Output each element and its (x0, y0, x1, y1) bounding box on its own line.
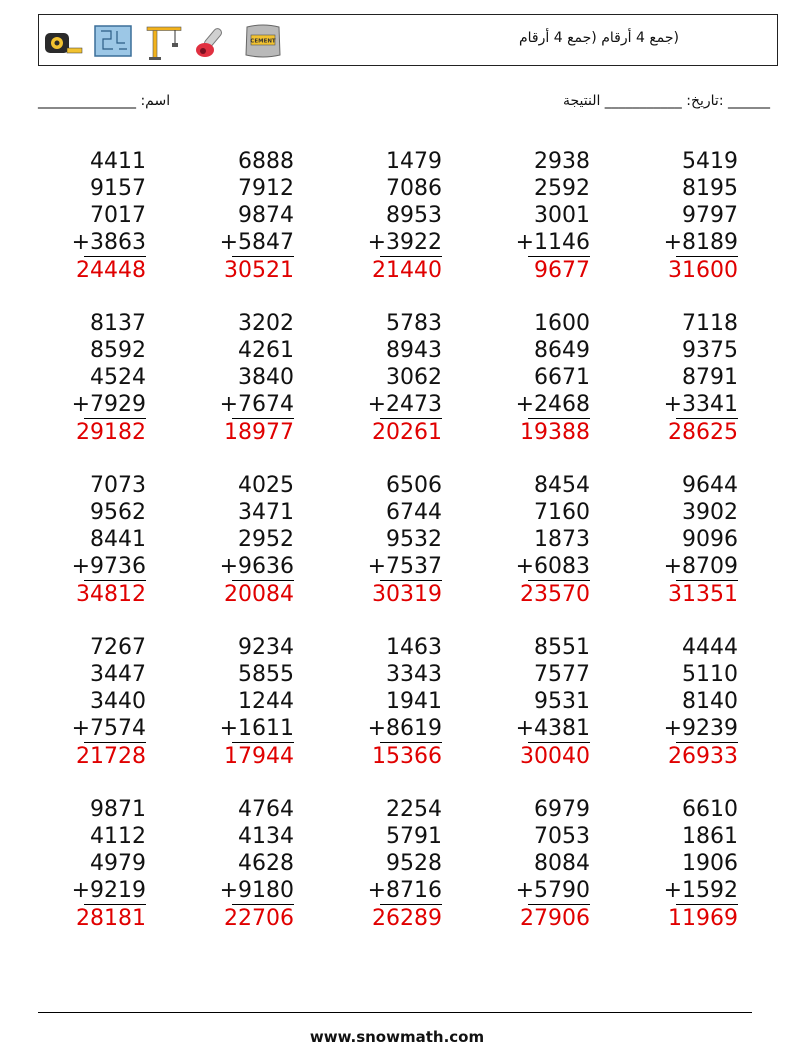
problem-4-4 (470, 634, 590, 770)
addend: 8454 (534, 473, 590, 498)
addend: 5110 (682, 662, 738, 687)
problem-1-1 (26, 148, 146, 284)
addend: 3902 (682, 500, 738, 525)
answer: 9677 (534, 258, 590, 283)
addend: 8195 (682, 176, 738, 201)
addend: 7118 (682, 311, 738, 336)
addend: 6744 (386, 500, 442, 525)
addend: 8649 (534, 338, 590, 363)
addend: 2938 (534, 149, 590, 174)
addend: 3440 (90, 689, 146, 714)
answer: 21440 (372, 258, 442, 283)
blueprint-icon (93, 21, 133, 61)
answer: 28625 (668, 420, 738, 445)
addend: 3343 (386, 662, 442, 687)
addend: 8592 (90, 338, 146, 363)
problem-5-2 (174, 796, 294, 932)
addend: 4112 (90, 824, 146, 849)
date-score-field: ______ :تاريخ: ___________ النتيجة (562, 93, 770, 109)
addend-with-plus: +8716 (367, 878, 442, 903)
addend: 9532 (386, 527, 442, 552)
addend-with-plus: +3341 (663, 392, 738, 417)
answer: 22706 (224, 906, 294, 931)
cement-bag-icon (243, 21, 283, 61)
addend-with-plus: +7929 (71, 392, 146, 417)
answer: 30319 (372, 582, 442, 607)
addend-with-plus: +5790 (515, 878, 590, 903)
problem-4-5 (618, 634, 738, 770)
addend-with-plus: +1146 (515, 230, 590, 255)
problem-1-3 (322, 148, 442, 284)
addend-with-plus: +9219 (71, 878, 146, 903)
addend-with-plus: +7537 (367, 554, 442, 579)
problem-3-1 (26, 472, 146, 608)
addend: 5783 (386, 311, 442, 336)
addend: 1479 (386, 149, 442, 174)
addend: 1941 (386, 689, 442, 714)
addend: 8137 (90, 311, 146, 336)
addend: 1873 (534, 527, 590, 552)
answer: 20084 (224, 582, 294, 607)
worksheet-title: (جمع 4 أرقام (جمع 4 أرقام (519, 30, 679, 46)
addend: 3062 (386, 365, 442, 390)
answer: 15366 (372, 744, 442, 769)
addend: 2592 (534, 176, 590, 201)
answer: 26289 (372, 906, 442, 931)
addend: 6506 (386, 473, 442, 498)
addend: 8140 (682, 689, 738, 714)
addend: 7086 (386, 176, 442, 201)
footer-divider (38, 1012, 752, 1013)
addend: 2254 (386, 797, 442, 822)
addend: 6610 (682, 797, 738, 822)
answer: 34812 (76, 582, 146, 607)
addend: 9871 (90, 797, 146, 822)
addend: 4524 (90, 365, 146, 390)
answer: 23570 (520, 582, 590, 607)
answer: 29182 (76, 420, 146, 445)
addend: 7053 (534, 824, 590, 849)
addend: 9096 (682, 527, 738, 552)
addend: 7017 (90, 203, 146, 228)
addend-with-plus: +9239 (663, 716, 738, 741)
addend: 9531 (534, 689, 590, 714)
answer: 26933 (668, 744, 738, 769)
crane-icon (143, 21, 183, 61)
answer: 19388 (520, 420, 590, 445)
addend: 6888 (238, 149, 294, 174)
addend: 1463 (386, 635, 442, 660)
answer: 17944 (224, 744, 294, 769)
addend: 7267 (90, 635, 146, 660)
problem-5-3 (322, 796, 442, 932)
addend: 8084 (534, 851, 590, 876)
addend-with-plus: +3922 (367, 230, 442, 255)
problem-2-2 (174, 310, 294, 446)
addend: 9562 (90, 500, 146, 525)
addend: 9797 (682, 203, 738, 228)
problem-2-1 (26, 310, 146, 446)
addend: 4979 (90, 851, 146, 876)
problem-4-3 (322, 634, 442, 770)
addend: 9234 (238, 635, 294, 660)
addend: 5855 (238, 662, 294, 687)
problem-5-4 (470, 796, 590, 932)
chainsaw-icon (193, 21, 233, 61)
addend: 8551 (534, 635, 590, 660)
answer: 21728 (76, 744, 146, 769)
problem-4-1 (26, 634, 146, 770)
icon-strip (43, 21, 283, 61)
problem-1-4 (470, 148, 590, 284)
addend: 9375 (682, 338, 738, 363)
addend: 1600 (534, 311, 590, 336)
answer: 11969 (668, 906, 738, 931)
addend: 2952 (238, 527, 294, 552)
addend: 7912 (238, 176, 294, 201)
addend-with-plus: +8189 (663, 230, 738, 255)
answer: 20261 (372, 420, 442, 445)
addend-with-plus: +5847 (219, 230, 294, 255)
footer-url: www.snowmath.com (309, 1028, 485, 1046)
addend-with-plus: +9636 (219, 554, 294, 579)
problem-1-2 (174, 148, 294, 284)
addend: 3447 (90, 662, 146, 687)
addend: 8791 (682, 365, 738, 390)
problem-5-1 (26, 796, 146, 932)
addend-with-plus: +2468 (515, 392, 590, 417)
answer: 31600 (668, 258, 738, 283)
addend: 5791 (386, 824, 442, 849)
addend: 9157 (90, 176, 146, 201)
answer: 18977 (224, 420, 294, 445)
addend: 7073 (90, 473, 146, 498)
answer: 30040 (520, 744, 590, 769)
header-box (38, 14, 778, 66)
addend: 7577 (534, 662, 590, 687)
addend: 4764 (238, 797, 294, 822)
addend: 3202 (238, 311, 294, 336)
problem-3-2 (174, 472, 294, 608)
problem-2-4 (470, 310, 590, 446)
answer: 28181 (76, 906, 146, 931)
addend-with-plus: +9736 (71, 554, 146, 579)
svg-text:CEMENT: CEMENT (250, 38, 276, 45)
addend-with-plus: +1592 (663, 878, 738, 903)
addend: 3001 (534, 203, 590, 228)
addend-with-plus: +1611 (219, 716, 294, 741)
name-field: اسم: ______________ (38, 93, 171, 109)
addend: 9528 (386, 851, 442, 876)
problem-2-3 (322, 310, 442, 446)
addend: 4628 (238, 851, 294, 876)
addend: 6671 (534, 365, 590, 390)
addend: 3471 (238, 500, 294, 525)
addend-with-plus: +8619 (367, 716, 442, 741)
addend: 1244 (238, 689, 294, 714)
addend: 8953 (386, 203, 442, 228)
addend: 4261 (238, 338, 294, 363)
answer: 27906 (520, 906, 590, 931)
problem-1-5 (618, 148, 738, 284)
addend: 4411 (90, 149, 146, 174)
addend: 9874 (238, 203, 294, 228)
addend-with-plus: +3863 (71, 230, 146, 255)
addend: 7160 (534, 500, 590, 525)
answer: 30521 (224, 258, 294, 283)
addend: 9644 (682, 473, 738, 498)
addend: 4444 (682, 635, 738, 660)
addend: 8441 (90, 527, 146, 552)
addend: 4025 (238, 473, 294, 498)
addend: 6979 (534, 797, 590, 822)
addend-with-plus: +7674 (219, 392, 294, 417)
addend-with-plus: +4381 (515, 716, 590, 741)
addend: 3840 (238, 365, 294, 390)
problem-5-5 (618, 796, 738, 932)
addend: 1861 (682, 824, 738, 849)
addend: 1906 (682, 851, 738, 876)
addend: 5419 (682, 149, 738, 174)
problem-3-3 (322, 472, 442, 608)
problem-3-4 (470, 472, 590, 608)
answer: 24448 (76, 258, 146, 283)
addend-with-plus: +8709 (663, 554, 738, 579)
addend-with-plus: +6083 (515, 554, 590, 579)
problem-2-5 (618, 310, 738, 446)
problem-4-2 (174, 634, 294, 770)
addend: 4134 (238, 824, 294, 849)
addend-with-plus: +9180 (219, 878, 294, 903)
problem-3-5 (618, 472, 738, 608)
addend-with-plus: +2473 (367, 392, 442, 417)
addend: 8943 (386, 338, 442, 363)
tape-measure-icon (43, 21, 83, 61)
answer: 31351 (668, 582, 738, 607)
addend-with-plus: +7574 (71, 716, 146, 741)
